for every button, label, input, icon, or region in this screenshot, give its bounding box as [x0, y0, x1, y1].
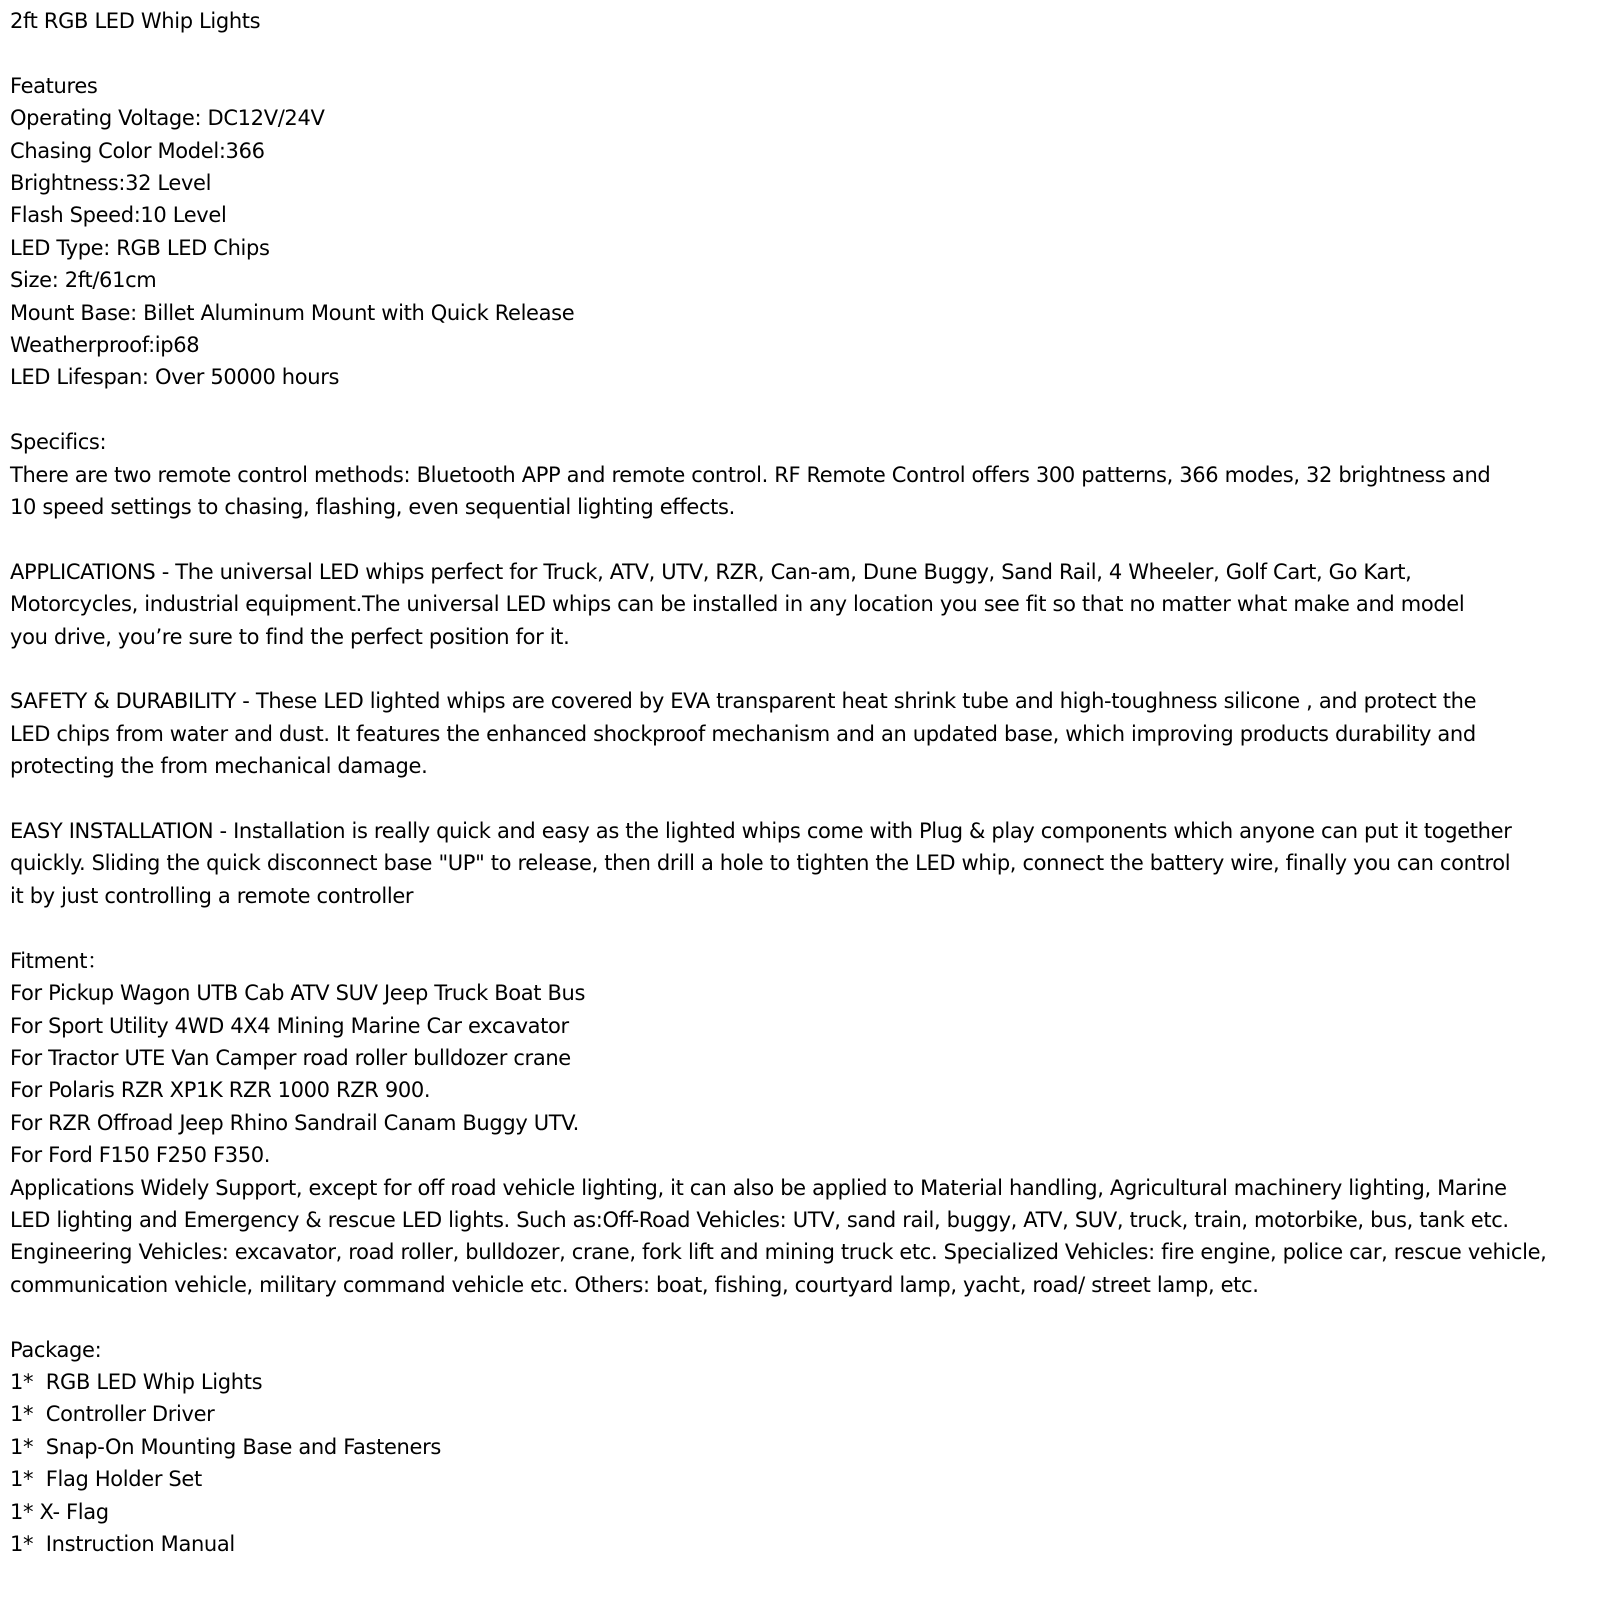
- safety-text-line: SAFETY & DURABILITY - These LED lighted whips are covered by EVA transparent heat shrink tube and high-toughness silicone , and protect the: [10, 689, 1477, 714]
- spacer: [10, 37, 1595, 69]
- installation-section: [10, 815, 1595, 912]
- spacer: [10, 912, 1595, 944]
- fitment-item: For Tractor UTE Van Camper road roller bulldozer crane: [10, 1045, 571, 1070]
- installation-text-line: quickly. Sliding the quick disconnect base "UP" to release, then drill a hole to tighten the LED whip, connect the battery wire, finally you can control: [10, 851, 1511, 876]
- features-heading: Features: [10, 73, 98, 98]
- feature-item: Size: 2ft/61cm: [10, 268, 157, 293]
- fitment-support-line: Engineering Vehicles: excavator, road roller, bulldozer, crane, fork lift and mining truck etc. Specialized Vehicles: fire engine, police car, rescue vehicle,: [10, 1240, 1547, 1265]
- feature-item: Chasing Color Model:366: [10, 138, 265, 163]
- spacer: [10, 394, 1595, 426]
- feature-item: Operating Voltage: DC12V/24V: [10, 106, 325, 131]
- feature-item: Brightness:32 Level: [10, 171, 212, 196]
- package-item: 1* RGB LED Whip Lights: [10, 1369, 263, 1394]
- specifics-text-line: 10 speed settings to chasing, flashing, even sequential lighting effects.: [10, 495, 735, 520]
- fitment-item: For RZR Offroad Jeep Rhino Sandrail Canam Buggy UTV.: [10, 1110, 579, 1135]
- package-item: 1* Flag Holder Set: [10, 1467, 202, 1492]
- spacer: [10, 523, 1595, 555]
- installation-text-line: it by just controlling a remote controller: [10, 883, 414, 908]
- spacer: [10, 1301, 1595, 1333]
- package-section: [10, 1334, 1595, 1561]
- applications-section: [10, 556, 1595, 653]
- fitment-item: For Sport Utility 4WD 4X4 Mining Marine Car excavator: [10, 1013, 569, 1038]
- feature-item: Mount Base: Billet Aluminum Mount with Quick Release: [10, 300, 575, 325]
- feature-item: Weatherproof:ip68: [10, 333, 200, 358]
- fitment-support-line: Applications Widely Support, except for off road vehicle lighting, it can also be applied to Material handling, Agricultural machinery lighting, Marine: [10, 1175, 1507, 1200]
- spacer: [10, 783, 1595, 815]
- package-item: 1* X- Flag: [10, 1499, 109, 1524]
- safety-text-line: protecting the from mechanical damage.: [10, 754, 428, 779]
- fitment-item: For Ford F150 F250 F350.: [10, 1143, 271, 1168]
- package-heading: Package:: [10, 1337, 102, 1362]
- specifics-heading: Specifics:: [10, 430, 107, 455]
- safety-text-line: LED chips from water and dust. It features the enhanced shockproof mechanism and an updated base, which improving products durability and: [10, 721, 1476, 746]
- applications-text-line: APPLICATIONS - The universal LED whips perfect for Truck, ATV, UTV, RZR, Can-am, Dune Buggy, Sand Rail, 4 Wheeler, Golf Cart, Go Kart,: [10, 559, 1412, 584]
- applications-text-line: you drive, you’re sure to find the perfect position for it.: [10, 624, 570, 649]
- feature-item: LED Type: RGB LED Chips: [10, 235, 270, 260]
- fitment-section: [10, 945, 1595, 1301]
- document-title: 2ft RGB LED Whip Lights: [10, 9, 261, 33]
- spacer: [10, 653, 1595, 685]
- safety-section: [10, 685, 1595, 782]
- package-item: 1* Controller Driver: [10, 1402, 215, 1427]
- feature-item: Flash Speed:10 Level: [10, 203, 227, 228]
- fitment-support-line: LED lighting and Emergency & rescue LED lights. Such as:Off-Road Vehicles: UTV, sand rail, buggy, ATV, SUV, truck, train, motorbike, bus, tank etc.: [10, 1207, 1509, 1232]
- package-item: 1* Instruction Manual: [10, 1531, 235, 1556]
- fitment-heading: Fitment：: [10, 948, 108, 973]
- features-section: [10, 70, 1595, 394]
- fitment-item: For Polaris RZR XP1K RZR 1000 RZR 900.: [10, 1078, 431, 1103]
- applications-text-line: Motorcycles, industrial equipment.The universal LED whips can be installed in any location you see fit so that no matter what make and model: [10, 592, 1465, 617]
- installation-text-line: EASY INSTALLATION - Installation is really quick and easy as the lighted whips come with Plug & play components which anyone can put it together: [10, 819, 1512, 844]
- fitment-item: For Pickup Wagon UTB Cab ATV SUV Jeep Truck Boat Bus: [10, 981, 586, 1006]
- specifics-section: [10, 426, 1595, 523]
- package-item: 1* Snap-On Mounting Base and Fasteners: [10, 1434, 441, 1459]
- fitment-support-line: communication vehicle, military command vehicle etc. Others: boat, fishing, courtyard lamp, yacht, road/ street lamp, etc.: [10, 1272, 1259, 1297]
- product-description-document: [10, 5, 1595, 1560]
- specifics-text-line: There are two remote control methods: Bluetooth APP and remote control. RF Remote Control offers 300 patterns, 366 modes, 32 brightness and: [10, 462, 1491, 487]
- feature-item: LED Lifespan: Over 50000 hours: [10, 365, 340, 390]
